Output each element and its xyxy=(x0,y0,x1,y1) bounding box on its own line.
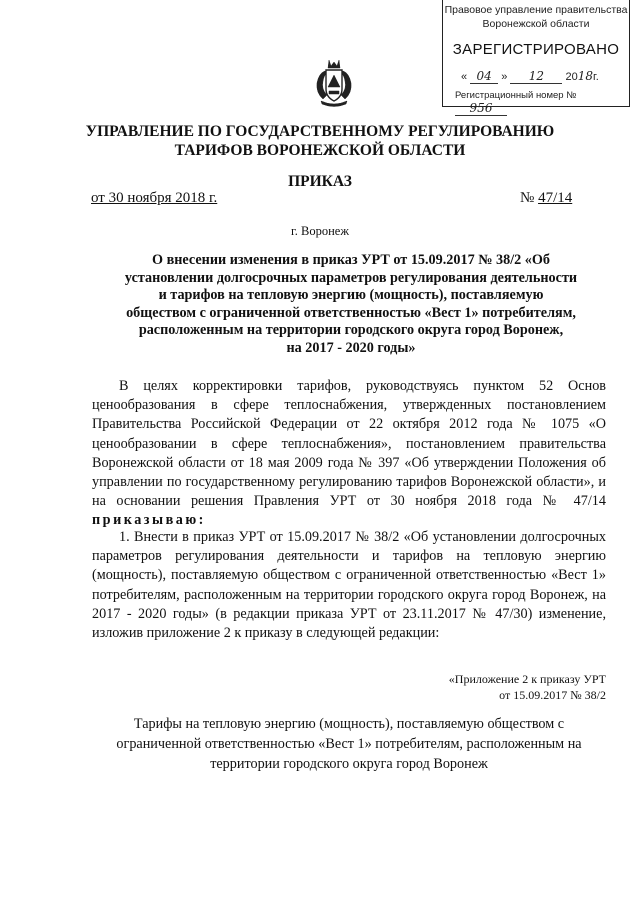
stamp-registered-label: ЗАРЕГИСТРИРОВАНО xyxy=(452,41,620,58)
subject-line4: обществом с ограниченной ответственностью «Вест 1» потребителям, xyxy=(126,304,576,321)
tariff-title-line3: территории городского округа город Воронеж xyxy=(210,756,488,772)
subject-line2: установлении долгосрочных параметров регулирования деятельности xyxy=(124,269,578,286)
stamp-org-line2: Воронежской области xyxy=(482,18,590,30)
preamble-paragraph xyxy=(92,377,606,531)
preamble-text: В целях корректировки тарифов, руководствуясь пунктом 52 Основ ценообразования в сфере теплоснабжения, утвержденных постановлением Правительства Российской Федерации от 22 октября 2012 года № 1075 «О ценообразовании в сфере теплоснабжения», постановлением правительства Воронежской области от 18 мая 2009 года № 397 «Об утверждении Положения об управлении по государственному регулированию тарифов Воронежской области», и на основании решения Правления УРТ от 30 ноября 2018 года № 47/14 xyxy=(92,378,606,510)
document-number-value: 47/14 xyxy=(538,190,573,206)
stamp-date-year-prefix: 20 xyxy=(565,71,578,83)
document-type: ПРИКАЗ xyxy=(288,173,352,190)
subject-line6: на 2017 - 2020 годы» xyxy=(286,339,416,356)
document-number-prefix: № xyxy=(520,190,539,206)
stamp-organization xyxy=(443,3,629,31)
coat-of-arms-icon xyxy=(313,57,355,109)
appendix-line1: «Приложение 2 к приказу УРТ xyxy=(448,672,606,686)
stamp-date-year-end: г. xyxy=(593,71,599,83)
subject-line3: и тарифов на тепловую энергию (мощность), поставляемую xyxy=(158,287,544,304)
organization-title xyxy=(80,122,560,160)
stamp-date-close-quote: » xyxy=(501,71,508,83)
stamp-reg-number-label: Регистрационный номер № xyxy=(455,90,577,101)
stamp-date xyxy=(461,69,599,84)
stamp-reg-number xyxy=(455,90,629,116)
tariff-title-line1: Тарифы на тепловую энергию (мощность), поставляемую обществом с xyxy=(133,716,565,732)
document-city: г. Воронеж xyxy=(291,224,349,238)
document-subject xyxy=(108,252,594,358)
stamp-date-month: 12 xyxy=(510,69,562,84)
appendix-line2: от 15.09.2017 № 38/2 xyxy=(499,688,606,702)
stamp-org-line1: Правовое управление правительства xyxy=(444,4,628,16)
stamp-reg-number-value: 956 xyxy=(455,101,507,116)
organization-title-line2: ТАРИФОВ ВОРОНЕЖСКОЙ ОБЛАСТИ xyxy=(174,142,466,159)
organization-title-line1: УПРАВЛЕНИЕ ПО ГОСУДАРСТВЕННОМУ РЕГУЛИРОВАНИЮ xyxy=(85,123,555,140)
subject-line1: О внесении изменения в приказ УРТ от 15.09.2017 № 38/2 «Об xyxy=(151,252,551,268)
tariff-table-title xyxy=(92,714,606,774)
stamp-date-year-suffix: 18 xyxy=(577,69,594,83)
document-number xyxy=(520,190,572,207)
document-date: от 30 ноября 2018 г. xyxy=(91,190,218,206)
registration-stamp xyxy=(442,0,630,115)
item-1-paragraph: 1. Внести в приказ УРТ от 15.09.2017 № 38/2 «Об установлении долгосрочных параметров регулирования деятельности и тарифов на тепловую энергию (мощность), поставляемую обществом с ограниченной ответственностью «Вест 1» потребителям, расположенным на территории городского округа город Воронеж, на 2017 - 2020 годы» (в редакции приказа УРТ от 23.11.2017 № 47/30) изменение, изложив приложение 2 к приказу в следующей редакции: xyxy=(92,529,606,642)
appendix-reference xyxy=(380,671,606,703)
subject-line5: расположенным на территории городского округа город Воронеж, xyxy=(138,322,564,339)
order-word: приказываю: xyxy=(92,512,206,529)
stamp-date-day: 04 xyxy=(470,69,498,84)
stamp-date-open-quote: « xyxy=(461,71,468,83)
tariff-title-line2: ограниченной ответственностью «Вест 1» потребителям, расположенным на xyxy=(116,736,582,752)
